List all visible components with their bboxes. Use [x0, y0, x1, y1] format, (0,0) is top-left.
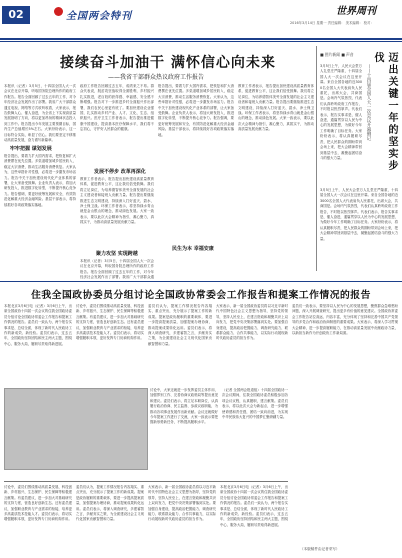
article2-col4: 大家表示，新一届全国政协委员将以习近平新时代中国特色社会主义思想为指导，坚持党的领导，坚持人民至上，在建言资政和凝聚共识上双向发力，把党中央决策部署落到实处。要加强自身建设，提高政治把握能力、调查研究能力、联系群众能力、合作共事能力，以实际行动展现新时代政协委员的担当作为。: [216, 304, 288, 341]
article1-col1b: 报告提出，要着力扩大国内需求，把恢复和扩大消费摆在优先位置。多渠道增加城乡居民收入，稳定大宗消费，推动生活服务消费恢复。大家认为，这些举措针对性强，必将进一步激发市场活力。报告中关于加快建设现代化产业体系的部署，让大家备受鼓舞。企业负责人表示，将加大研发投入，推进数字化转型，不断提升核心竞争力。报告强调，要更好统筹发展和安全，有效防范化解重大经济金融风险。基层干部表示，将持续抓好各项政策落实落地。: [4, 154, 76, 207]
article2-lower-2: 委员们认为，提案工作情况报告内容翔实、重点突出，充分展示了提案工作的新成果。提案是政协履职的重要载体，要进一步提高提案质量，加强提案办理协商，推动提案成果转化运用。委员们表示，将深入调查研究，多建睿智之言，多献务实之策，为全面建设社会主义现代化国家贡献智慧和力量。: [76, 485, 144, 522]
sidebar-text-b: 3月5日上午，人民大会堂万人礼堂庄严隆重，十四届全国人大一次会议在这里开幕。来自全国各地的近3000名全国人大代表肩负人民重托，出席大会，共商国是。会场内气氛热烈，代表们认真聆听政府工作报告，不时报以热烈掌声。代表们表示，报告实事求是、催人奋进，通篇贯穿以人民为中心的发展思想，为做好今年工作明确了目标任务。大家纷纷表示，将认真履职尽责，把人民群众的期盼带到会场上来，把大会精神带回到基层中去，凝聚起团结奋斗的强大力量。: [320, 188, 398, 241]
article2-col6: （记者 全国两会报道组）十四届全国政协一次会议期间，住我全国政协委员积极参加各项会议议程，认真履职，建言献策。委员们表示，将以此次大会为新起点，进一步增强使命感和责任感，团结一致向前进，为实现中华民族伟大复兴的中国梦汇聚磅礴力量。: [222, 388, 288, 420]
article2-col5: 讨论中，大家还就进一步发挥委员主体作用、加强界别工作、完善协商议政格局等提出意见和建议。委员们表示，将立足本职岗位，认真履行政治协商、民主监督、参政议政职能，为推动各项事业发展作出新贡献。会议还就做好今年提案工作进行了交流，大家一致表示要把握新形势新任务，不断提高履职水平。: [150, 388, 218, 425]
footer-note: （本版稿件由记者采写）: [300, 547, 340, 551]
article2-lower-1: 讨论中，委员们围绕推动高质量发展、科技创新、乡村振兴、生态保护、民生保障等积极建言献策。有委员建议，进一步加大对基础研究的支持力度，营造良好创新生态。还有委员建议，加强职业教育与产业需求的衔接，培养更多高素质技术技能人才。委员们表示，将切实增强履职本领，更好发挥专门协商机构作用。: [4, 485, 72, 522]
sidebar-title: 迈出关键一年的坚实步伐: [372, 52, 397, 172]
article1-col4: 教育工作者表示，报告提出加快建设高质量教育体系，促进教育公平，这让我们倍受鼓舞。我们将立足岗位，为培养德智体美劳全面发展的社会主义建设者和接班人贡献力量。报告提出要继续推进生态文明建设，持续深入打好蓝天、碧水、净土保卫战。环保工作者表示，将坚持绿水青山就是金山银山的理念，推动绿色发展。大家一致表示，要以此次大会精神为指引，凝心聚力，真抓实干，为推动高质量发展贡献力量。: [238, 84, 314, 132]
sidebar-kicker: ■ 图片新闻 ■ 声音: [320, 52, 354, 57]
sidebar-text-a: 3月5日上午，人民大会堂万人礼堂庄严隆重，十四届全国人大一次会议在这里开幕。来自全国各地的近3000名全国人大代表肩负人民重托，出席大会，共商国是。会场内气氛热烈，代表们认真聆听政府工作报告，不时报以热烈掌声。代表们表示，报告实事求是、催人奋进，通篇贯穿以人民为中心的发展思想，为做好今年工作明确了目标任务。大家纷纷表示，将认真履职尽责，把人民群众的期盼带到会场上来，把大会精神带回到基层中去，凝聚起团结奋斗的强大力量。: [320, 64, 362, 160]
sidebar-subtitle: ——十四届全国人大一次会议开幕侧记: [366, 64, 371, 141]
photo-delegates: [4, 388, 148, 470]
article2-col2: 讨论中，委员们围绕推动高质量发展、科技创新、乡村振兴、生态保护、民生保障等积极建言献策。有委员建议，进一步加大对基础研究的支持力度，营造良好创新生态。还有委员建议，加强职业教育与产业需求的衔接，培养更多高素质技术技能人才。委员们表示，将切实增强履职本领，更好发挥专门协商机构作用。: [76, 304, 144, 341]
article1-col1: 本报讯（记者）3月5日，十四届全国人大一次会议在北京开幕，听取国务院总理所作的政府工作报告。报告全面回顾了过去五年的工作，对今年经济社会发展作出了部署。我省广大干部群众通过电视、网络等方式收听收看，大家表示，报告鼓舞人心、催人奋进，为全省上下实现高质量发展指明了方向，将以更加昂扬的精神状态投入到工作中。报告提出今年发展主要预期目标，国内生产总值增长5%左右。大家纷纷表示，这一目标符合实际，彰显了信心。我们要坚定不移推动高质量发展，奋力谱写新篇章。: [4, 84, 76, 142]
emblem-icon: [54, 7, 63, 16]
article1-subheadline: ——我省干部群众热议政府工作报告: [108, 74, 205, 81]
article1-subhead-3: 聚力攻坚 实现跨越: [96, 251, 138, 257]
masthead: 世界周刊: [336, 6, 376, 17]
article2-right-col: 委员们一致表示，要坚持以人民为中心的发展思想，聚焦群众急难愁盼问题，深入开展调查研究，提出更多有价值的意见建议。全国政协常委会工作报告站位高远、内容丰富，充分体现了坚持和完善中国共产党领导的多党合作和政治协商制度的重要成果。大家表示，将深入学习贯彻大会精神，进一步提高履职能力，在推动高质量发展中贡献政协力量，以新担当新作为开创政协工作新局面。: [292, 304, 398, 336]
header-rule: [0, 38, 402, 40]
issue-meta: 2016年3月14日 星期一 责任编辑： 美术编辑： 校对：: [290, 21, 374, 25]
article2-col1: 本报北京3月6日电（记者）3月6日上午，出席全国政协十四届一次会议的住我全国政协委员分组讨论全国政协常委会工作报告和提案工作情况的报告。委员们一致认为，两个报告实事求是、总结全面，体现了新时代人民政协工作的新成效、新经验。委员们表示，过去五年，全国政协坚持团结和民主两大主题，围绕中心、服务大局，履职尽责取得新进展。: [4, 304, 72, 346]
article1-subhead-2: 发展不停步 改革再深化: [94, 169, 146, 175]
header-rule-thin: [0, 41, 402, 42]
article1-headline: 接续奋斗加油干 满怀信心向未来: [60, 55, 276, 71]
article1-subhead-1: 牢牢把握 谋划发展: [10, 146, 52, 152]
article2-lower-3: 大家表示，新一届全国政协委员将以习近平新时代中国特色社会主义思想为指导，坚持党的领导，坚持人民至上，在建言资政和凝聚共识上双向发力，把党中央决策部署落到实处。要加强自身建设，提高政治把握能力、调查研究能力、联系群众能力、合作共事能力，以实际行动展现新时代政协委员的担当作为。: [148, 485, 216, 522]
article2-lower-4: 本报北京3月6日电（记者）3月6日上午，出席全国政协十四届一次会议的住我全国政协委员分组讨论全国政协常委会工作报告和提案工作情况的报告。委员们一致认为，两个报告实事求是、总结全面，体现了新时代人民政协工作的新成效、新经验。委员们表示，过去五年，全国政协坚持团结和民主两大主题，围绕中心、服务大局，履职尽责取得新进展。: [220, 485, 288, 527]
lower-divider: [4, 481, 288, 482]
article1-col2b: 教育工作者表示，报告提出加快建设高质量教育体系，促进教育公平，这让我们倍受鼓舞。我们将立足岗位，为培养德智体美劳全面发展的社会主义建设者和接班人贡献力量。报告提出要继续推进生态文明建设，持续深入打好蓝天、碧水、净土保卫战。环保工作者表示，将坚持绿水青山就是金山银山的理念，推动绿色发展。大家一致表示，要以此次大会精神为指引，凝心聚力，真抓实干，为推动高质量发展贡献力量。: [80, 177, 154, 225]
section-divider: [0, 281, 402, 282]
article1-subhead-4: 民生为本 幸福安康: [172, 246, 214, 252]
page-number: 02: [2, 6, 30, 24]
article1-col2: 政府工作报告回顾过去五年，成绩来之不易。群众代表说，脱贫攻坚战取得全面胜利，乡村振兴扎实推进，老百姓的获得感、幸福感、安全感不断增强。报告对下一步推进乡村全面振兴作出部署，我们农民心里更有底了。要加快建设农业强国，扎实推动乡村产业、人才、文化、生态、组织振兴。医疗卫生工作者表示，报告提出推进健康中国建设，提高基本医疗保障水平，我们将不忘初心，守护好人民群众的健康。: [80, 84, 154, 132]
article2-headline: 住我全国政协委员分组讨论全国政协常委会工作报告和提案工作情况的报告: [31, 290, 371, 301]
section-title: 全国两会特刊: [66, 11, 132, 22]
article2-col3: 委员们认为，提案工作情况报告内容翔实、重点突出，充分展示了提案工作的新成果。提案是政协履职的重要载体，要进一步提高提案质量，加强提案办理协商，推动提案成果转化运用。委员们表示，将深入调查研究，多建睿智之言，多献务实之策，为全面建设社会主义现代化国家贡献智慧和力量。: [148, 304, 212, 346]
article1-col2c: 本报讯（记者）3月5日，十四届全国人大一次会议在北京开幕，听取国务院总理所作的政府工作报告。报告全面回顾了过去五年的工作，对今年经济社会发展作出了部署。我省广大干部群众通: [80, 259, 154, 279]
article1-col3: 报告提出，要着力扩大国内需求，把恢复和扩大消费摆在优先位置。多渠道增加城乡居民收入，稳定大宗消费，推动生活服务消费恢复。大家认为，这些举措针对性强，必将进一步激发市场活力。报告中关于加快建设现代化产业体系的部署，让大家备受鼓舞。企业负责人表示，将加大研发投入，推进数字化转型，不断提升核心竞争力。报告强调，要更好统筹发展和安全，有效防范化解重大经济金融风险。基层干部表示，将持续抓好各项政策落实落地。: [158, 84, 234, 137]
